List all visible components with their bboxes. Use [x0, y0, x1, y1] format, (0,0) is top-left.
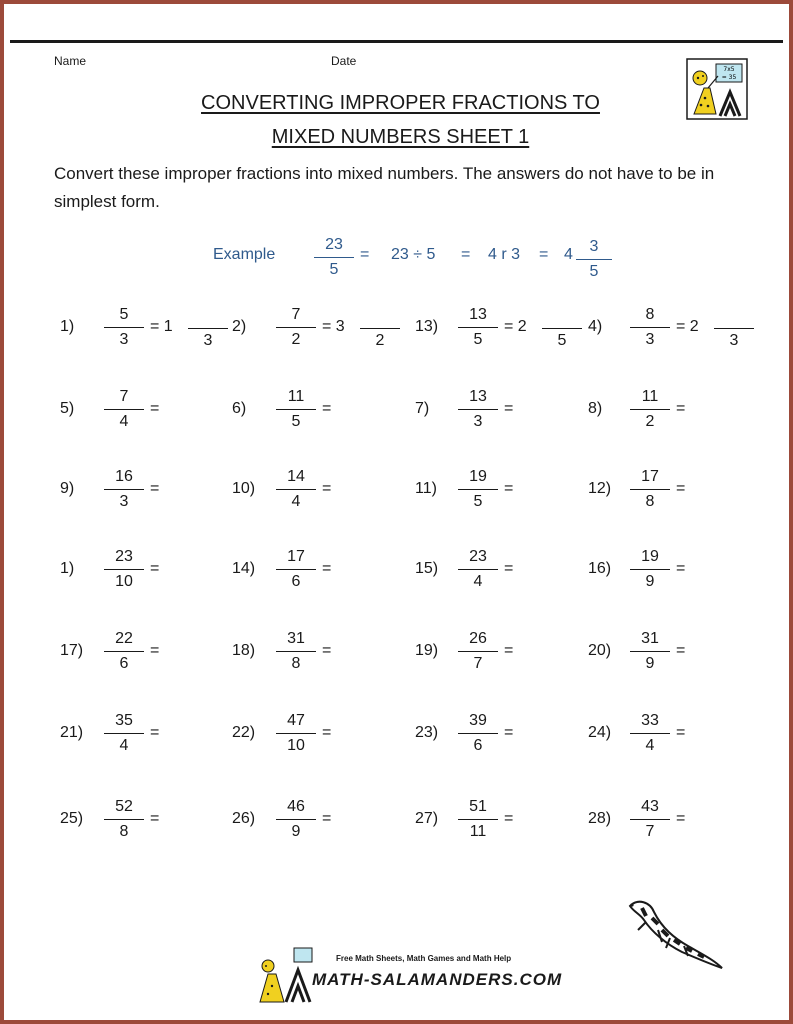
top-rule — [10, 40, 783, 43]
problem-fraction — [458, 796, 498, 843]
example-whole: 4 — [564, 246, 573, 263]
footer-tagline: Free Math Sheets, Math Games and Math Help — [336, 954, 512, 963]
problem-equals: = — [676, 400, 686, 417]
problem-fraction — [104, 386, 144, 433]
title-line-1: CONVERTING IMPROPER FRACTIONS TO — [201, 92, 600, 114]
answer-fraction-blank[interactable] — [188, 328, 228, 352]
problem-equals: = 3 — [322, 318, 345, 335]
problem-equals: = 1 — [150, 318, 173, 335]
problem-number: 25) — [60, 810, 84, 827]
problem-numerator: 11 — [641, 388, 659, 405]
problem-numerator: 11 — [287, 388, 305, 405]
problem-fraction — [458, 710, 498, 757]
problem-denominator: 2 — [291, 331, 301, 348]
problem-numerator: 31 — [641, 630, 659, 647]
problem-denominator: 3 — [119, 331, 129, 348]
problem-denominator: 4 — [645, 737, 655, 754]
problem-fraction — [104, 628, 144, 675]
problem-numerator: 5 — [119, 306, 129, 323]
problem-numerator: 23 — [469, 548, 487, 565]
problem-number: 10) — [232, 480, 256, 497]
problem-equals: = — [322, 480, 332, 497]
problem-equals: = — [322, 560, 332, 577]
problem-equals: = — [322, 642, 332, 659]
problem-denominator: 4 — [119, 413, 129, 430]
problem-denominator: 10 — [287, 737, 305, 754]
problem-fraction — [104, 304, 144, 351]
problem-equals: = — [322, 724, 332, 741]
problem-number: 18) — [232, 642, 256, 659]
problem-equals: = — [676, 560, 686, 577]
problem-denominator: 2 — [645, 413, 655, 430]
problem-numerator: 31 — [287, 630, 305, 647]
problem-number: 13) — [415, 318, 439, 335]
problem-number: 16) — [588, 560, 612, 577]
problem-number: 8) — [588, 400, 603, 417]
problem-numerator: 14 — [287, 468, 305, 485]
example-equals-3: = — [539, 246, 549, 263]
footer-brand-link[interactable]: MATH-SALAMANDERS.COM — [312, 970, 563, 989]
problem-numerator: 26 — [469, 630, 487, 647]
problem-fraction — [630, 628, 670, 675]
problem-number: 1) — [60, 560, 75, 577]
problem-denominator: 4 — [473, 573, 483, 590]
problem-numerator: 47 — [287, 712, 305, 729]
problem-number: 22) — [232, 724, 256, 741]
problem-number: 17) — [60, 642, 84, 659]
name-label: Name — [54, 54, 87, 68]
problem-numerator: 19 — [641, 548, 659, 565]
problem-equals: = — [504, 560, 514, 577]
problem-numerator: 39 — [469, 712, 487, 729]
problem-equals: = — [150, 642, 160, 659]
problem-number: 15) — [415, 560, 439, 577]
problem-number: 23) — [415, 724, 439, 741]
problem-equals: = 2 — [504, 318, 527, 335]
board-text-2: = 35 — [721, 74, 737, 81]
problem-numerator: 19 — [469, 468, 487, 485]
problem-fraction — [630, 304, 670, 351]
problem-numerator: 17 — [287, 548, 305, 565]
problem-denominator: 9 — [291, 823, 301, 840]
problem-fraction — [276, 386, 316, 433]
problem-number: 26) — [232, 810, 256, 827]
problem-equals: = — [676, 724, 686, 741]
problem-numerator: 43 — [641, 798, 659, 815]
problem-number: 4) — [588, 318, 603, 335]
example-answer-denominator: 5 — [589, 263, 599, 280]
problem-numerator: 16 — [115, 468, 133, 485]
problem-denominator: 6 — [119, 655, 129, 672]
problem-numerator: 46 — [287, 798, 305, 815]
problem-equals: = 2 — [676, 318, 699, 335]
instructions-text: Convert these improper fractions into mixed numbers. The answers do not have to be in simplest form. — [54, 164, 715, 211]
problem-numerator: 22 — [115, 630, 133, 647]
problem-denominator: 3 — [119, 493, 129, 510]
problem-numerator: 33 — [641, 712, 659, 729]
problem-numerator: 35 — [115, 712, 133, 729]
answer-denominator: 3 — [203, 332, 213, 349]
problem-numerator: 7 — [291, 306, 301, 323]
problem-fraction — [630, 710, 670, 757]
answer-denominator: 3 — [729, 332, 739, 349]
problem-denominator: 8 — [645, 493, 655, 510]
problem-equals: = — [150, 724, 160, 741]
example-label: Example — [213, 246, 276, 263]
problem-denominator: 4 — [119, 737, 129, 754]
example-denominator: 5 — [329, 261, 339, 278]
problem-denominator: 3 — [645, 331, 655, 348]
problem-number: 28) — [588, 810, 612, 827]
problem-denominator: 6 — [473, 737, 483, 754]
answer-fraction-blank[interactable] — [360, 328, 400, 352]
problem-denominator: 9 — [645, 573, 655, 590]
problem-fraction — [104, 710, 144, 757]
problem-number: 24) — [588, 724, 612, 741]
example-answer-numerator: 3 — [589, 238, 599, 255]
problem-equals: = — [676, 642, 686, 659]
answer-denominator: 2 — [375, 332, 385, 349]
problem-equals: = — [504, 480, 514, 497]
problem-denominator: 5 — [473, 493, 483, 510]
problem-equals: = — [676, 810, 686, 827]
problem-number: 9) — [60, 480, 75, 497]
problem-fraction — [276, 796, 316, 843]
problem-equals: = — [504, 400, 514, 417]
problem-fraction — [458, 546, 498, 593]
problem-number: 7) — [415, 400, 430, 417]
problem-numerator: 7 — [119, 388, 129, 405]
problem-fraction — [276, 466, 316, 513]
problem-numerator: 8 — [645, 306, 655, 323]
problem-equals: = — [150, 810, 160, 827]
problem-number: 14) — [232, 560, 256, 577]
problem-denominator: 3 — [473, 413, 483, 430]
problem-equals: = — [322, 810, 332, 827]
problem-number: 2) — [232, 318, 247, 335]
problem-denominator: 8 — [119, 823, 129, 840]
problem-equals: = — [676, 480, 686, 497]
problem-fraction — [458, 466, 498, 513]
answer-fraction-blank[interactable] — [542, 328, 582, 352]
problem-denominator: 6 — [291, 573, 301, 590]
example-row — [4, 232, 793, 288]
example-equals-1: = — [360, 246, 370, 263]
problem-fraction — [458, 304, 498, 351]
problem-numerator: 23 — [115, 548, 133, 565]
problem-denominator: 5 — [291, 413, 301, 430]
problem-denominator: 5 — [473, 331, 483, 348]
problem-number: 5) — [60, 400, 75, 417]
problem-fraction — [104, 796, 144, 843]
problem-fraction — [630, 386, 670, 433]
problem-number: 19) — [415, 642, 439, 659]
problem-number: 21) — [60, 724, 84, 741]
problem-denominator: 4 — [291, 493, 301, 510]
example-remainder: 4 r 3 — [488, 246, 521, 263]
problem-fraction — [630, 796, 670, 843]
problem-number: 12) — [588, 480, 612, 497]
problem-numerator: 17 — [641, 468, 659, 485]
problem-denominator: 7 — [473, 655, 483, 672]
problem-number: 1) — [60, 318, 75, 335]
problem-fraction — [276, 546, 316, 593]
problem-equals: = — [322, 400, 332, 417]
example-numerator: 23 — [325, 236, 343, 253]
problem-number: 11) — [415, 480, 437, 497]
problem-denominator: 9 — [645, 655, 655, 672]
problem-numerator: 51 — [469, 798, 487, 815]
example-fraction — [314, 234, 354, 281]
problem-denominator: 10 — [115, 573, 133, 590]
problem-fraction — [104, 546, 144, 593]
problem-fraction — [276, 710, 316, 757]
problem-number: 6) — [232, 400, 247, 417]
problem-fraction — [276, 304, 316, 351]
salamander-icon — [616, 894, 726, 974]
problem-fraction — [276, 628, 316, 675]
example-answer-fraction — [576, 236, 612, 283]
board-text-1: 7x5 — [723, 66, 735, 73]
problem-denominator: 11 — [469, 823, 487, 840]
problem-number: 20) — [588, 642, 612, 659]
problem-equals: = — [150, 400, 160, 417]
problem-fraction — [630, 546, 670, 593]
example-division: 23 ÷ 5 — [391, 246, 436, 263]
title-line-2: MIXED NUMBERS SHEET 1 — [271, 126, 530, 148]
problem-numerator: 13 — [469, 388, 487, 405]
problem-numerator: 13 — [469, 306, 487, 323]
problem-number: 27) — [415, 810, 439, 827]
problem-fraction — [104, 466, 144, 513]
answer-denominator: 5 — [557, 332, 567, 349]
answer-fraction-blank[interactable] — [714, 328, 754, 352]
problem-equals: = — [504, 810, 514, 827]
date-label: Date — [331, 54, 357, 68]
problem-denominator: 8 — [291, 655, 301, 672]
problem-equals: = — [150, 480, 160, 497]
problem-fraction — [458, 628, 498, 675]
problem-equals: = — [504, 642, 514, 659]
problem-fraction — [458, 386, 498, 433]
problem-denominator: 7 — [645, 823, 655, 840]
problem-numerator: 52 — [115, 798, 133, 815]
problem-equals: = — [150, 560, 160, 577]
example-equals-2: = — [461, 246, 471, 263]
problem-fraction — [630, 466, 670, 513]
problem-equals: = — [504, 724, 514, 741]
